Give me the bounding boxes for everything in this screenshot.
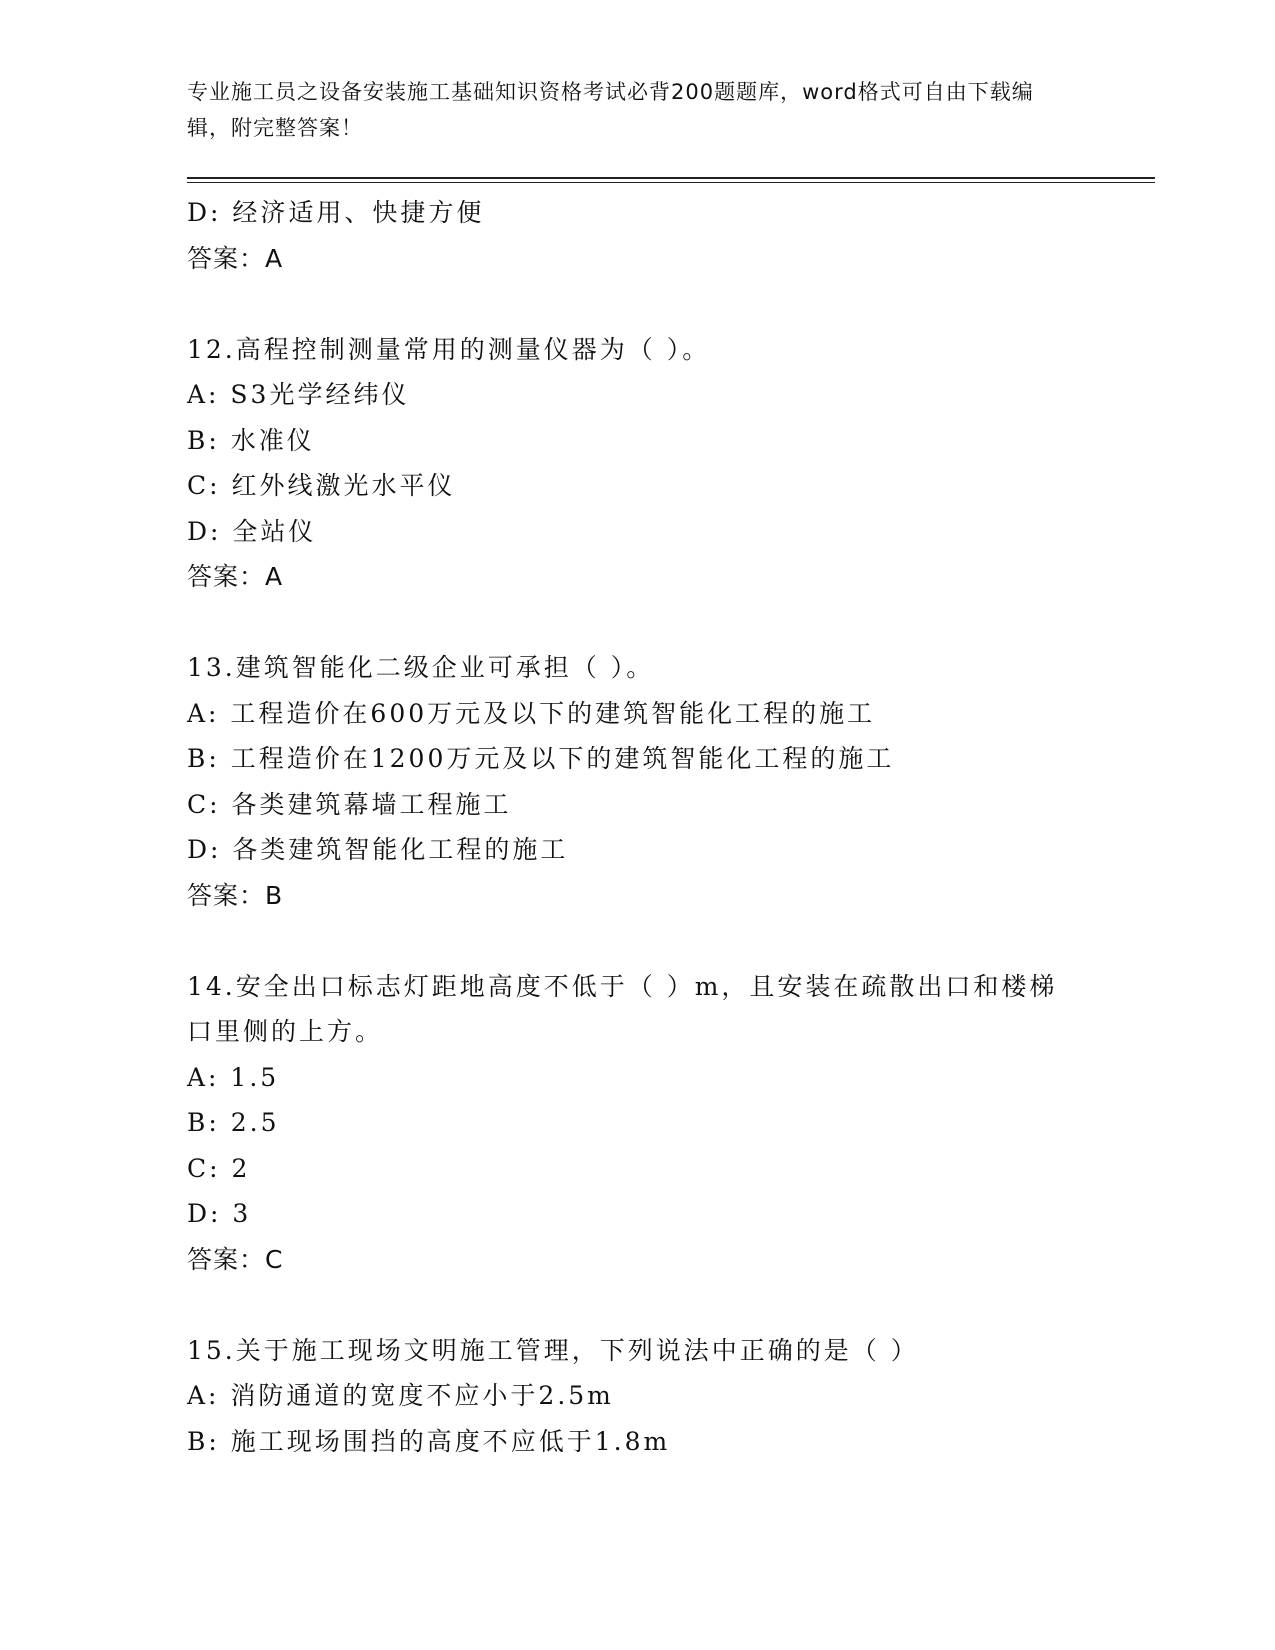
prev-answer: 答案：A (187, 243, 284, 273)
question-12-answer: 答案：A (187, 562, 284, 591)
question-content (187, 190, 1147, 1464)
spacer (187, 281, 1147, 327)
question-14-answer: 答案：C (187, 1244, 284, 1274)
question-12-option-c: C: 红外线激光水平仪 (187, 471, 456, 500)
question-14-option-d: D: 3 (187, 1199, 252, 1228)
question-12-stem: 12.高程控制测量常用的测量仪器为（ ）。 (187, 334, 711, 364)
question-13-stem: 13.建筑智能化二级企业可承担（ ）。 (187, 653, 655, 682)
question-12-option-d: D: 全站仪 (187, 516, 317, 546)
question-12-option-b: B: 水准仪 (187, 425, 315, 455)
question-14-stem: 14.安全出口标志灯距地高度不低于（ ）m，且安装在疏散出口和楼梯口里侧的上方。 (187, 971, 1058, 1046)
spacer (187, 1282, 1147, 1328)
question-15-option-a: A: 消防通道的宽度不应小于2.5m (187, 1381, 614, 1410)
question-13-option-b: B: 工程造价在1200万元及以下的建筑智能化工程的施工 (187, 744, 895, 773)
question-15-stem: 15.关于施工现场文明施工管理，下列说法中正确的是（ ） (187, 1335, 919, 1365)
header-divider-thick (187, 177, 1155, 179)
question-13-option-d: D: 各类建筑智能化工程的施工 (187, 835, 569, 864)
question-12-option-a: A: S3光学经纬仪 (187, 380, 410, 409)
question-14-option-b: B: 2.5 (187, 1108, 280, 1137)
header-divider-thin (187, 182, 1155, 183)
question-15-option-b: B: 施工现场围挡的高度不应低于1.8m (187, 1426, 671, 1456)
document-header: 专业施工员之设备安装施工基础知识资格考试必背200题题库，word格式可自由下载编辑，附完整答案！ (187, 80, 1034, 140)
question-13-option-a: A: 工程造价在600万元及以下的建筑智能化工程的施工 (187, 698, 876, 728)
spacer (187, 918, 1147, 964)
question-14-option-a: A: 1.5 (187, 1062, 280, 1092)
question-14-option-c: C: 2 (187, 1153, 251, 1183)
prev-option-d: D: 经济适用、快捷方便 (187, 198, 485, 227)
question-13-answer: 答案：B (187, 880, 284, 910)
question-13-option-c: C: 各类建筑幕墙工程施工 (187, 789, 512, 819)
spacer (187, 600, 1147, 646)
